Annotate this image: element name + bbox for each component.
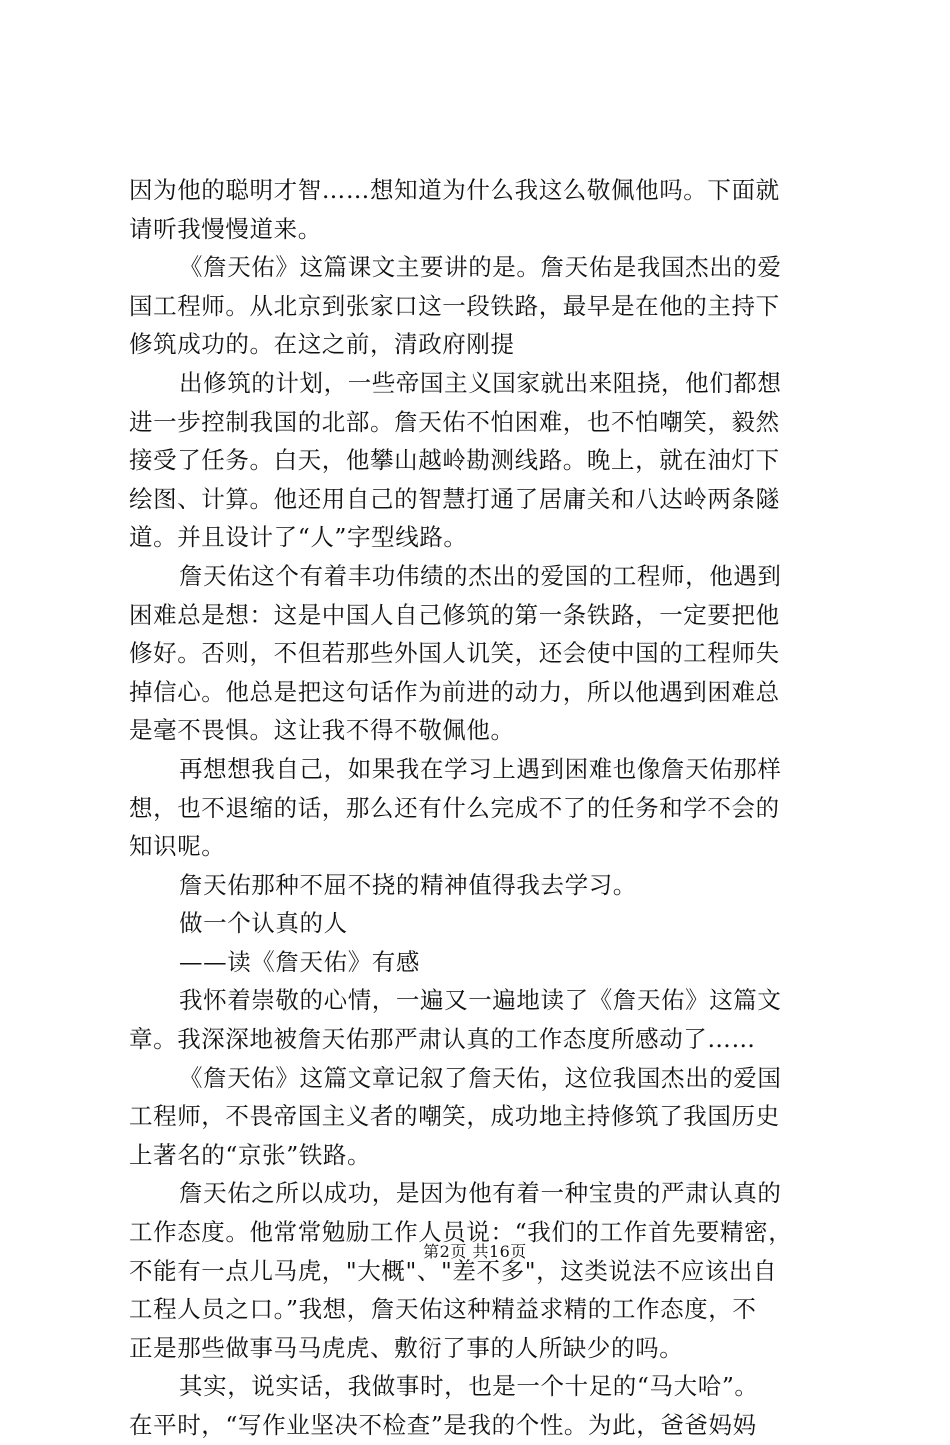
text-line: 掉信心。他总是把这句话作为前进的动力，所以他遇到困难总: [129, 677, 780, 706]
section-title: 做一个认真的人: [179, 909, 348, 938]
text-line: 因为他的聪明才智……想知道为什么我这么敬佩他吗。下面就: [129, 176, 780, 204]
text-line: 出修筑的计划，一些帝国主义国家就出来阻挠，他们都想: [179, 368, 782, 397]
text-line: 想，也不退缩的话，那么还有什么完成不了的任务和学不会的: [129, 793, 780, 822]
text-line: 是毫不畏惧。这让我不得不敬佩他。: [129, 716, 515, 745]
text-line: 工作态度。他常常勉励工作人员说：“我们的工作首先要精密，: [129, 1218, 793, 1247]
text-line: 不能有一点儿马虎，"大概"、"差不多"，这类说法不应该出自: [129, 1256, 778, 1285]
text-line: 再想想我自己，如果我在学习上遇到困难也像詹天佑那样: [179, 754, 782, 783]
text-line: 詹天佑之所以成功，是因为他有着一种宝贵的严肃认真的: [179, 1179, 782, 1208]
text-line: 修筑成功的。在这之前，清政府刚提: [129, 330, 515, 359]
text-line: 我怀着崇敬的心情，一遍又一遍地读了《詹天佑》这篇文: [179, 986, 782, 1015]
text-line: 詹天佑那种不屈不挠的精神值得我去学习。: [179, 870, 637, 899]
text-line: 上著名的“京张”铁路。: [129, 1140, 372, 1169]
text-line: 其实，说实话，我做事时，也是一个十足的“马大哈”。: [179, 1372, 759, 1401]
text-line: 《詹天佑》这篇课文主要讲的是。詹天佑是我国杰出的爱: [179, 253, 782, 282]
page-number: 第2页 共16页: [423, 1242, 527, 1261]
text-line: 请听我慢慢道来。: [129, 214, 322, 243]
text-line: 章。我深深地被詹天佑那严肃认真的工作态度所感动了……: [129, 1025, 756, 1054]
text-line: 正是那些做事马马虎虎、敷衍了事的人所缺少的吗。: [129, 1333, 684, 1362]
text-line: 国工程师。从北京到张家口这一段铁路，最早是在他的主持下: [129, 291, 780, 320]
section-subtitle: ——读《詹天佑》有感: [179, 947, 420, 976]
text-line: 接受了任务。白天，他攀山越岭勘测线路。晚上，就在油灯下: [129, 446, 780, 475]
text-line: 詹天佑这个有着丰功伟绩的杰出的爱国的工程师，他遇到: [179, 561, 782, 590]
text-line: 困难总是想：这是中国人自己修筑的第一条铁路，一定要把他: [129, 600, 780, 629]
text-line: 在平时，“写作业坚决不检查”是我的个性。为此，爸爸妈妈: [129, 1411, 757, 1439]
text-line: 工程师，不畏帝国主义者的嘲笑，成功地主持修筑了我国历史: [129, 1102, 780, 1131]
text-line: 绘图、计算。他还用自己的智慧打通了居庸关和八达岭两条隧: [129, 484, 780, 513]
text-line: 进一步控制我国的北部。詹天佑不怕困难，也不怕嘲笑，毅然: [129, 407, 780, 436]
text-line: 工程人员之口。”我想，詹天佑这种精益求精的工作态度，不: [129, 1295, 757, 1324]
text-line: 道。并且设计了“人”字型线路。: [129, 523, 468, 552]
text-line: 《詹天佑》这篇文章记叙了詹天佑，这位我国杰出的爱国: [179, 1063, 782, 1092]
text-line: 修好。否则，不但若那些外国人讥笑，还会使中国的工程师失: [129, 639, 780, 668]
text-line: 知识呢。: [129, 832, 226, 861]
